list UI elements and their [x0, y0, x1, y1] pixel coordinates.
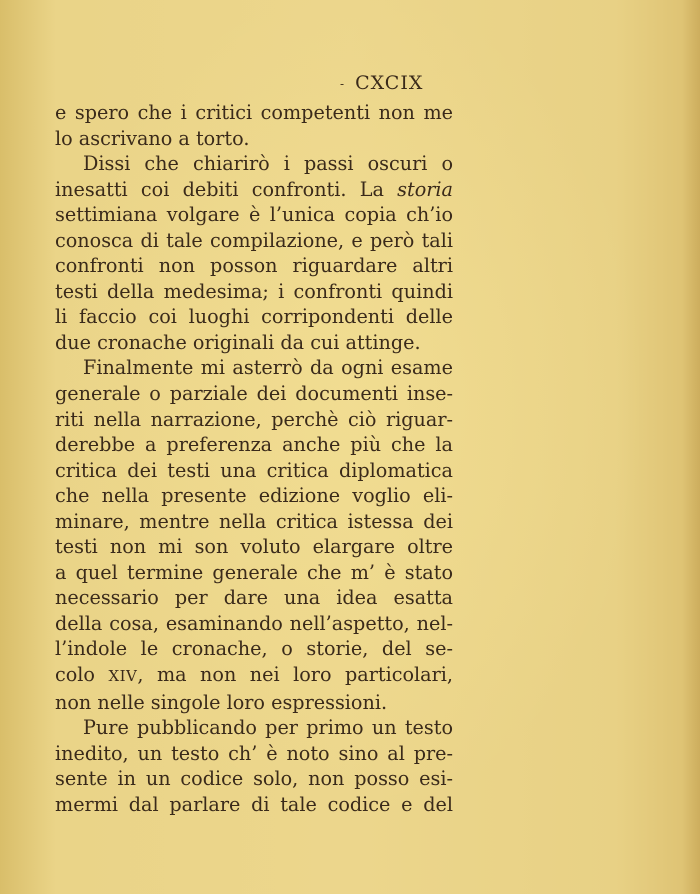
page-number: CXCIX	[355, 72, 424, 94]
text-line: inesatti coi debiti confronti. La storia	[55, 177, 453, 201]
italic-word: storia	[397, 177, 453, 201]
text-line: derebbe a preferenza anche più che la	[55, 433, 453, 457]
text-line: l’indole le cronache, o storie, del se-	[55, 637, 453, 661]
text-line: necessario per dare una idea esatta	[55, 586, 453, 610]
text-line: confronti non posson riguardare altri	[55, 254, 453, 278]
text-line: sente in un codice solo, non posso esi-	[55, 767, 453, 791]
text-line: che nella presente edizione voglio eli-	[55, 484, 453, 508]
text-line: inedito, un testo ch’ è noto sino al pre-	[55, 741, 453, 765]
text-line: settimiana volgare è l’unica copia ch’io	[55, 203, 453, 227]
text-line: conosca di tale compilazione, e però tali	[55, 228, 453, 252]
text-line: generale o parziale dei documenti inse-	[55, 382, 453, 406]
text-line: minare, mentre nella critica istessa dei	[55, 509, 453, 533]
body-text	[55, 100, 453, 817]
roman-numeral: XIV	[108, 667, 138, 686]
header-dash: -	[340, 77, 346, 91]
text-line: due cronache originali da cui attinge.	[55, 330, 421, 354]
paragraph-start-line: Dissi che chiarirò i passi oscuri o	[83, 152, 453, 176]
text-line: e spero che i critici competenti non me	[55, 101, 453, 124]
text-line: li faccio coi luoghi corripondenti delle	[55, 305, 453, 329]
paragraph-start-line: Finalmente mi asterrò da ogni esame	[83, 356, 453, 380]
text-line: critica dei testi una critica diplomatica	[55, 458, 453, 482]
text-line: lo ascrivano a torto.	[55, 126, 250, 150]
text-line: a quel termine generale che m’ è stato	[55, 560, 453, 584]
running-header	[340, 72, 423, 94]
text-line: testi non mi son voluto elargare oltre	[55, 535, 453, 559]
text-line: mermi dal parlare di tale codice e del	[55, 792, 453, 816]
text-line: non nelle singole loro espressioni.	[55, 690, 388, 714]
text-line: riti nella narrazione, perchè ciò riguar-	[55, 407, 453, 431]
text-line: della cosa, esaminando nell’aspetto, nel-	[55, 611, 453, 635]
paragraph-start-line: Pure pubblicando per primo un testo	[83, 716, 453, 740]
text-line: testi della medesima; i confronti quindi	[55, 279, 453, 303]
text-line: colo XIV, ma non nei loro particolari,	[55, 663, 453, 687]
